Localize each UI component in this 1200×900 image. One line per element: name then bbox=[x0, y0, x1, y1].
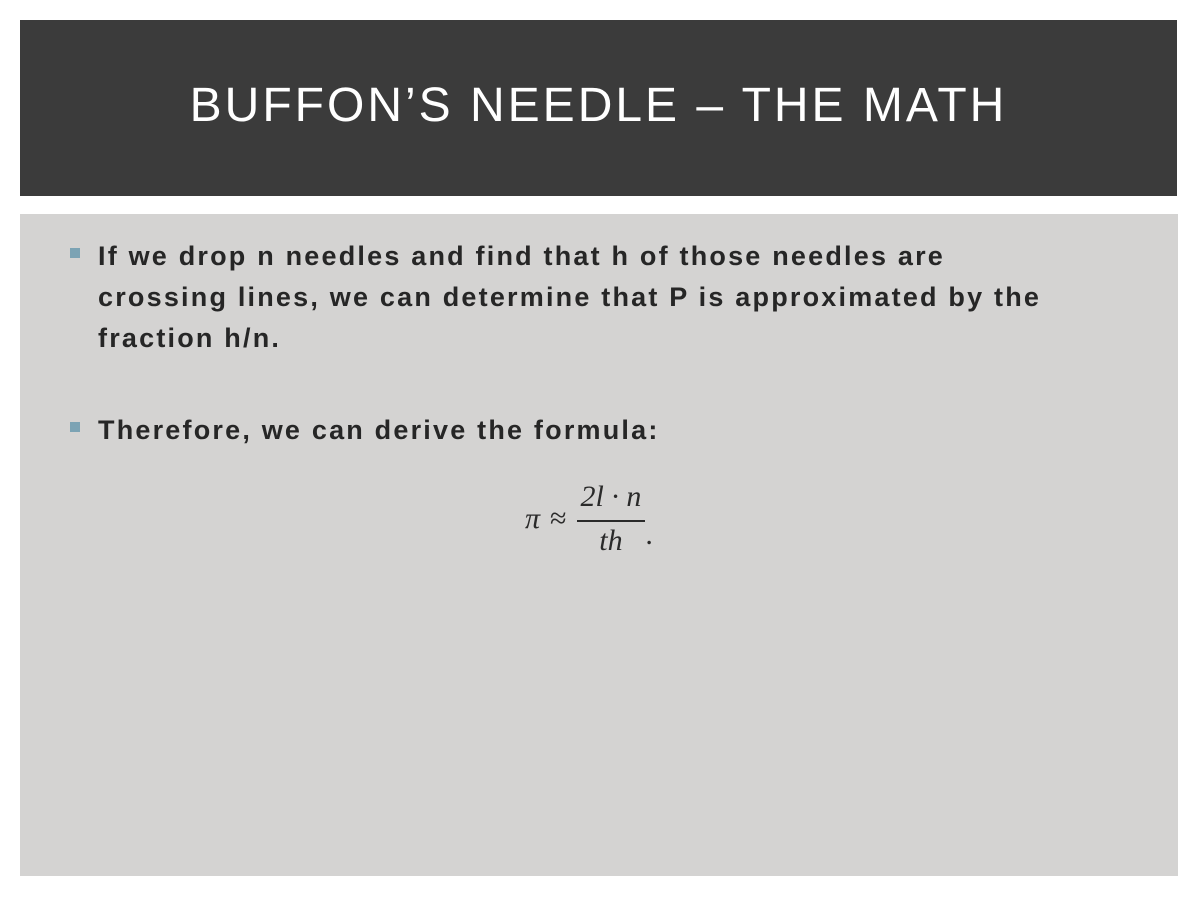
bullet-text: Therefore, we can derive the formula: bbox=[98, 415, 660, 445]
formula bbox=[525, 480, 653, 558]
slide-title: BUFFON’S NEEDLE – THE MATH bbox=[189, 78, 1008, 132]
slide-header bbox=[20, 20, 1177, 196]
bullet-item bbox=[70, 236, 1070, 359]
bullet-text: If we drop n needles and find that h of those needles are crossing lines, we can determine that P is approximated by the fraction h/n. bbox=[98, 241, 1042, 353]
bullet-item bbox=[70, 410, 1070, 451]
formula-numerator: 2l · n bbox=[577, 480, 646, 522]
formula-denominator: th bbox=[599, 524, 623, 557]
slide-content bbox=[20, 214, 1178, 876]
formula-operator: ≈ bbox=[550, 502, 567, 535]
square-bullet-icon bbox=[70, 248, 80, 258]
formula-trailing: . bbox=[645, 518, 653, 551]
formula-fraction bbox=[577, 480, 646, 558]
formula-lhs: π bbox=[525, 502, 541, 535]
square-bullet-icon bbox=[70, 422, 80, 432]
